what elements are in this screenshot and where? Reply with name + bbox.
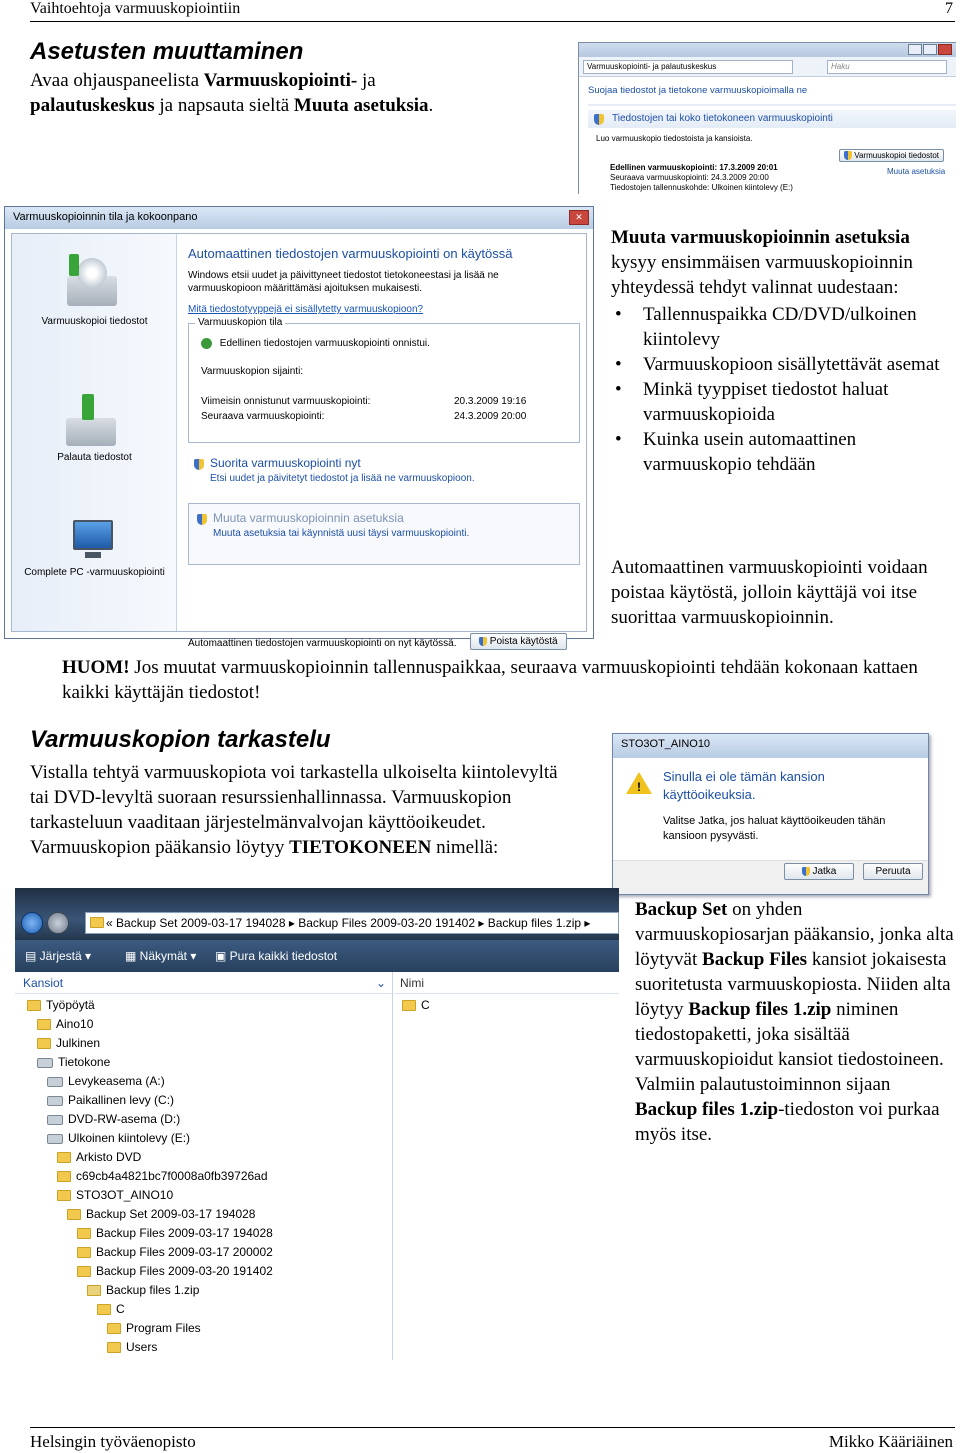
folder-icon — [27, 1000, 41, 1011]
intro-bold: Muuta asetuksia — [293, 95, 429, 116]
sidebar-item-backup[interactable]: Varmuuskopioi tiedostot — [41, 316, 148, 327]
intro-bold: Varmuuskopiointi- — [203, 70, 358, 91]
dialog-title: STO3OT_AINO10 — [621, 738, 711, 750]
window-titlebar — [5, 207, 593, 229]
column-header-name[interactable]: Nimi — [394, 972, 619, 994]
cp-section-title: Tiedostojen tai koko tietokoneen varmuuskopiointi — [612, 113, 833, 124]
tree-item[interactable] — [15, 1167, 392, 1186]
tree-item-label: Users — [126, 1340, 158, 1354]
change-settings-link[interactable]: Muuta asetuksia — [887, 167, 946, 176]
warning-note — [62, 655, 942, 705]
cp-backup-info — [610, 163, 793, 193]
shield-icon — [844, 151, 852, 160]
status-group-label: Varmuuskopion tila — [195, 317, 285, 328]
drive-icon — [47, 1134, 63, 1144]
tree-item-label: Backup Files 2009-03-20 191402 — [96, 1264, 273, 1278]
tree-item-label: c69cb4a4821bc7f0008a0fb39726ad — [76, 1169, 268, 1183]
section-settings — [30, 38, 500, 118]
term: Backup files 1.zip — [635, 1099, 779, 1120]
address-bar — [579, 57, 956, 77]
section-heading: Varmuuskopion tarkastelu — [30, 726, 331, 753]
tree-item-label: DVD-RW-asema (D:) — [68, 1112, 181, 1126]
status-main — [188, 246, 578, 649]
term: Backup Files — [702, 949, 808, 970]
folder-icon — [57, 1190, 71, 1201]
next-backup-value: 24.3.2009 20:00 — [454, 411, 527, 422]
views-button[interactable]: ▦ Näkymät ▾ — [125, 949, 197, 963]
intro-text: ja napsauta sieltä — [154, 95, 294, 116]
folder-icon — [67, 1209, 81, 1220]
drive-icon — [47, 1115, 63, 1125]
folder-icon — [77, 1228, 91, 1239]
explorer-window — [15, 888, 619, 1360]
explorer-navbar — [15, 888, 619, 940]
status-ok-text: Edellinen tiedostojen varmuuskopiointi onnistui. — [219, 338, 430, 350]
footer-right: Mikko Kääriäinen — [828, 1432, 953, 1451]
folder-tree — [15, 994, 392, 1357]
tree-item[interactable] — [15, 1110, 392, 1129]
info-value: 17.3.2009 20:01 — [719, 163, 778, 172]
status-ok-row — [201, 338, 430, 349]
file-item[interactable] — [394, 994, 619, 1016]
header-title: Vaihtoehtoja varmuuskopiointiin — [30, 0, 241, 17]
file-item-label: C — [421, 998, 430, 1012]
last-ok-label: Viimeisin onnistunut varmuuskopiointi: — [201, 396, 371, 407]
cancel-button[interactable]: Peruuta — [863, 863, 923, 880]
address-field[interactable]: Varmuuskopiointi- ja palautuskeskus — [583, 60, 793, 74]
status-heading: Automaattinen tiedostojen varmuuskopiointi on käytössä — [188, 246, 513, 261]
footer-left: Helsingin työväenopisto — [30, 1432, 196, 1451]
breadcrumb[interactable]: « Backup Set 2009-03-17 194028 ▸ Backup Files 2009-03-20 191402 ▸ Backup files 1.zip ▸ — [85, 912, 619, 934]
tree-item-label: Aino10 — [56, 1017, 94, 1031]
breadcrumb-item[interactable]: « — [106, 916, 113, 930]
pane-title: Kansiot — [23, 976, 64, 990]
tree-item[interactable] — [15, 996, 392, 1015]
file-list — [394, 972, 619, 1360]
folder-icon — [37, 1038, 51, 1049]
success-icon — [201, 338, 212, 349]
location-label: Varmuuskopion sijainti: — [201, 366, 304, 377]
folders-pane — [15, 972, 393, 1360]
explanation: niminen tiedostopaketti, joka sisältää varmuuskopioidut kansiot tiedostoineen. Valmiin palautustoiminnon sijaan — [635, 999, 944, 1095]
term: Backup files 1.zip — [688, 999, 832, 1020]
backup-status-window — [4, 206, 594, 649]
organize-button[interactable]: ▤ Järjestä ▾ — [25, 949, 92, 963]
intro-bold: palautuskeskus — [30, 95, 155, 116]
tree-item[interactable] — [15, 1072, 392, 1091]
folder-icon — [90, 917, 104, 928]
shield-icon — [197, 514, 207, 525]
warning-text: Jos muutat varmuuskopioinnin tallennuspaikkaa, seuraava varmuuskopiointi tehdään kokonaan kattaen kaikki käyttäjän tiedostot! — [62, 657, 918, 703]
dialog-detail: Valitse Jatka, jos haluat käyttöoikeuden tähän kansioon pysyvästi. — [663, 815, 886, 842]
tree-item-label: Työpöytä — [46, 998, 95, 1012]
warning-icon-mark: ! — [637, 780, 641, 794]
tree-item[interactable] — [15, 1224, 392, 1243]
warning-label: HUOM! — [62, 657, 130, 678]
explorer-toolbar — [15, 940, 619, 972]
intro-text: Avaa ohjauspaneelista — [30, 70, 204, 91]
breadcrumb-item[interactable]: Backup Set 2009-03-17 194028 — [116, 916, 286, 930]
permission-dialog — [612, 733, 929, 895]
list-item: • Minkä tyyppiset tiedostot haluat varmuuskopioida — [611, 377, 956, 427]
next-backup-label: Seuraava varmuuskopiointi: — [201, 411, 325, 422]
section-inspect — [30, 726, 575, 860]
tree-item[interactable] — [15, 1186, 392, 1205]
status-footer-text: Automaattinen tiedostojen varmuuskopiointi on nyt käytössä. — [188, 638, 457, 649]
breadcrumb-item[interactable]: Backup Files 2009-03-20 191402 — [298, 916, 475, 930]
section-intro — [30, 68, 500, 118]
window-title: Varmuuskopioinnin tila ja kokoonpano — [13, 211, 198, 223]
toolbar-label: Pura kaikki tiedostot — [229, 949, 338, 963]
explanation: -tiedoston voi purkaa myös itse. — [635, 1099, 940, 1145]
tree-item-label: STO3OT_AINO10 — [76, 1188, 174, 1202]
explanation-title: Muuta varmuuskopioinnin asetuksia — [611, 227, 910, 248]
shield-icon — [594, 114, 604, 125]
folder-icon — [77, 1247, 91, 1258]
tree-item[interactable] — [15, 1205, 392, 1224]
section-body-end: nimellä: — [431, 837, 499, 858]
tree-item-label: Backup Files 2009-03-17 194028 — [96, 1226, 273, 1240]
status-group — [188, 317, 580, 443]
change-settings-desc: Muuta asetuksia tai käynnistä uusi täysi varmuuskopiointi. — [213, 528, 470, 539]
close-icon[interactable]: ✕ — [569, 210, 589, 225]
list-item: • Kuinka usein automaattinen varmuuskopio tehdään — [611, 427, 956, 477]
tree-item[interactable] — [15, 1262, 392, 1281]
list-item: • Varmuuskopioon sisällytettävät asemat — [611, 352, 956, 377]
intro-text: . — [428, 95, 434, 116]
tree-item[interactable] — [15, 1034, 392, 1053]
settings-list — [611, 302, 956, 477]
info-value: 24.3.2009 20:00 — [710, 173, 769, 182]
tree-item-label: Julkinen — [56, 1036, 101, 1050]
settings-explanation — [611, 225, 956, 477]
term: Backup Set — [635, 899, 728, 920]
auto-backup-note: Automaattinen varmuuskopiointi voidaan poistaa käytöstä, jolloin käyttäjä voi itse suorittaa varmuuskopioinnin. — [611, 557, 928, 628]
folder-icon — [97, 1304, 111, 1315]
disable-button[interactable] — [470, 633, 567, 650]
dialog-message: Sinulla ei ole tämän kansion käyttöoikeuksia. — [663, 769, 825, 802]
extract-all-button[interactable]: ▣ Pura kaikki tiedostot — [215, 949, 338, 963]
change-settings-panel[interactable] — [188, 503, 580, 565]
folder-icon — [87, 1285, 101, 1296]
folder-icon — [107, 1342, 121, 1353]
page-header — [30, 0, 955, 22]
toolbar-label: Näkymät — [139, 949, 188, 963]
button-label: Jatka — [812, 866, 837, 877]
section-body: Vistalla tehtyä varmuuskopiota voi tarkastella ulkoiselta kiintolevyltä tai DVD-levyltä suoraan resurssienhallinnassa. Varmuuskopion tarkasteluun vaaditaan järjestelmänvalvojan käyttöoikeudet. Varmuuskopion pääkansio löytyy — [30, 762, 558, 858]
toolbar-label: Järjestä — [39, 949, 82, 963]
drive-icon — [37, 1058, 53, 1068]
tree-item[interactable] — [15, 1300, 392, 1319]
restore-icon — [62, 394, 122, 449]
control-panel-window — [578, 42, 956, 194]
shield-icon — [194, 459, 204, 470]
back-icon[interactable] — [21, 912, 43, 934]
continue-button[interactable] — [784, 863, 854, 880]
folder-icon — [57, 1152, 71, 1163]
tree-item-label: Program Files — [126, 1321, 201, 1335]
status-sidebar — [12, 234, 177, 631]
section-bold: TIETOKONEEN — [289, 837, 432, 858]
backup-structure-text — [635, 897, 957, 1147]
folder-icon — [402, 1000, 416, 1011]
tree-item-label: Backup Files 2009-03-17 200002 — [96, 1245, 273, 1259]
tree-item-label: Backup Set 2009-03-17 194028 — [86, 1207, 256, 1221]
backup-files-button[interactable] — [839, 149, 944, 162]
backup-icon — [57, 254, 127, 314]
tree-item-label: C — [116, 1302, 125, 1316]
page-number: 7 — [945, 0, 953, 17]
complete-pc-icon — [67, 514, 122, 564]
forward-icon[interactable] — [47, 912, 69, 934]
tree-item[interactable] — [15, 1148, 392, 1167]
info-value: Ulkoinen kiintolevy (E:) — [711, 183, 793, 192]
breadcrumb-item[interactable]: Backup files 1.zip — [487, 916, 582, 930]
section-text — [30, 760, 575, 860]
tree-item-label: Arkisto DVD — [76, 1150, 142, 1164]
tree-item[interactable] — [15, 1319, 392, 1338]
folder-icon — [77, 1266, 91, 1277]
chevron-down-icon[interactable]: ⌄ — [375, 976, 386, 990]
explanation: on yhden varmuuskopiosarjan pääkansio, jonka alta löytyvät — [635, 899, 954, 970]
tree-item[interactable] — [15, 1129, 392, 1148]
button-label: Poista käytöstä — [489, 636, 558, 647]
tree-item[interactable] — [15, 1338, 392, 1357]
cp-top-link[interactable]: Suojaa tiedostot ja tietokone varmuuskopioimalla ne — [588, 85, 808, 96]
tree-item[interactable] — [15, 1281, 392, 1300]
shield-icon — [479, 637, 487, 646]
change-settings-title: Muuta varmuuskopioinnin asetuksia — [213, 511, 404, 525]
section-heading: Asetusten muuttaminen — [30, 38, 304, 65]
folders-pane-header[interactable] — [15, 972, 392, 994]
info-label: Edellinen varmuuskopiointi: — [610, 163, 718, 172]
button-label: Varmuuskopioi tiedostot — [854, 151, 940, 160]
info-label: Tiedostojen tallennuskohde: — [610, 183, 710, 192]
run-backup-desc: Etsi uudet ja päivitetyt tiedostot ja lisää ne varmuuskopioon. — [210, 473, 475, 484]
cp-desc: Luo varmuuskopio tiedostoista ja kansioista. — [596, 134, 753, 143]
explanation-intro: kysyy ensimmäisen varmuuskopioinnin yhteydessä tehdyt valinnat uudestaan: — [611, 252, 913, 298]
tree-item-label: Paikallinen levy (C:) — [68, 1093, 175, 1107]
drive-icon — [47, 1096, 63, 1106]
sidebar-item-restore[interactable]: Palauta tiedostot — [57, 452, 132, 463]
tree-item-label: Ulkoinen kiintolevy (E:) — [68, 1131, 191, 1145]
drive-icon — [47, 1077, 63, 1087]
tree-item[interactable] — [15, 1053, 392, 1072]
cp-section-bar — [588, 110, 956, 128]
tree-item-label: Tietokone — [58, 1055, 111, 1069]
tree-item[interactable] — [15, 1015, 392, 1034]
tree-item-label: Backup files 1.zip — [106, 1283, 200, 1297]
folder-icon — [57, 1171, 71, 1182]
tree-item[interactable] — [15, 1243, 392, 1262]
tree-item-label: Levykeasema (A:) — [68, 1074, 165, 1088]
search-field[interactable]: Haku — [827, 60, 947, 74]
tree-item[interactable] — [15, 1091, 392, 1110]
excluded-types-link[interactable]: Mitä tiedostotyyppejä ei sisällytetty varmuuskopioon? — [188, 304, 424, 315]
folder-icon — [37, 1019, 51, 1030]
shield-icon — [802, 867, 810, 876]
folder-icon — [107, 1323, 121, 1334]
list-item: • Tallennuspaikka CD/DVD/ulkoinen kiintolevy — [611, 302, 956, 352]
run-backup-now[interactable] — [188, 455, 578, 491]
run-backup-title: Suorita varmuuskopiointi nyt — [210, 456, 361, 470]
explanation: kansiot jokaisesta suoritetusta varmuuskopiosta. Niiden alta löytyy — [635, 949, 951, 1020]
intro-text: ja — [357, 70, 376, 91]
last-ok-value: 20.3.2009 19:16 — [454, 396, 527, 407]
dialog-titlebar — [613, 734, 928, 758]
page-footer — [30, 1427, 955, 1452]
info-label: Seuraava varmuuskopiointi: — [610, 173, 709, 182]
status-desc: Windows etsii uudet ja päivittyneet tiedostot tietokoneestasi ja lisää ne varmuuskopioon määrittämäsi ajoituksen mukaisesti. — [188, 270, 499, 294]
sidebar-item-complete-pc[interactable]: Complete PC -varmuuskopiointi — [24, 567, 165, 578]
